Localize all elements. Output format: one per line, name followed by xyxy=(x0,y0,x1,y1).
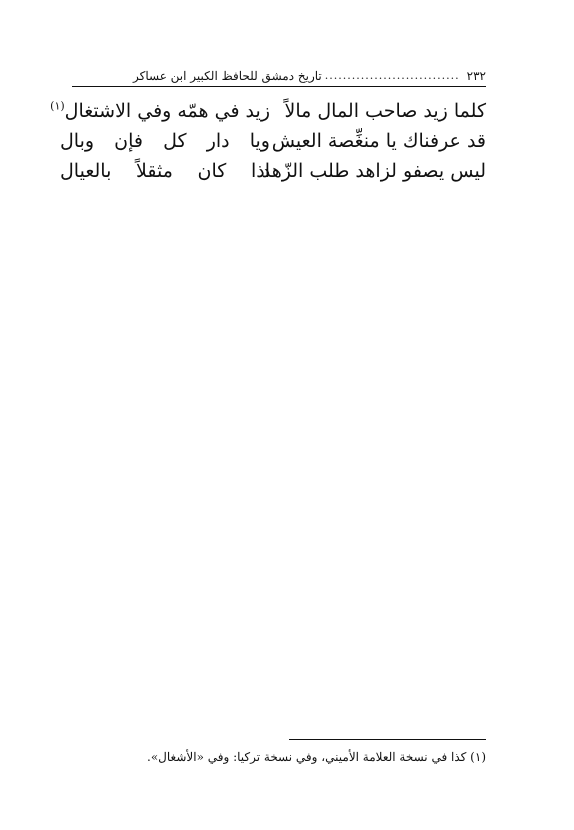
footnote: (١) كذا في نسخة العلامة الأميني، وفي نسخة تركيا: وفي «الأشغال». xyxy=(147,750,486,764)
footnote-rule xyxy=(289,739,486,740)
verse-row xyxy=(50,96,486,126)
second-hemistich: زيد في همّه وفي الاشتغال xyxy=(64,100,270,122)
first-hemistich: كلما زيد صاحب المال مالاً xyxy=(284,100,486,122)
verse-row xyxy=(60,156,486,186)
second-hemistich-container xyxy=(50,96,270,126)
header-rule xyxy=(72,86,486,87)
second-hemistich: ويا دار كل فإن وبال xyxy=(60,130,270,152)
verse-row xyxy=(60,126,486,156)
first-hemistich: ليس يصفو لزاهد طلب الزّهد xyxy=(261,160,486,182)
poem-verses xyxy=(50,96,486,186)
second-hemistich: اذا كان مثقلاً بالعيال xyxy=(60,160,270,182)
running-title: تاريخ دمشق للحافظ الكبير ابن عساكر xyxy=(133,69,322,83)
page-number: ٢٣٢ xyxy=(466,69,486,83)
header-dot-leader: .............................. xyxy=(324,69,460,82)
page-header xyxy=(72,66,486,86)
first-hemistich: قد عرفناك يا منغِّصة العيش xyxy=(271,130,486,152)
footnote-marker: (١) xyxy=(50,99,65,113)
